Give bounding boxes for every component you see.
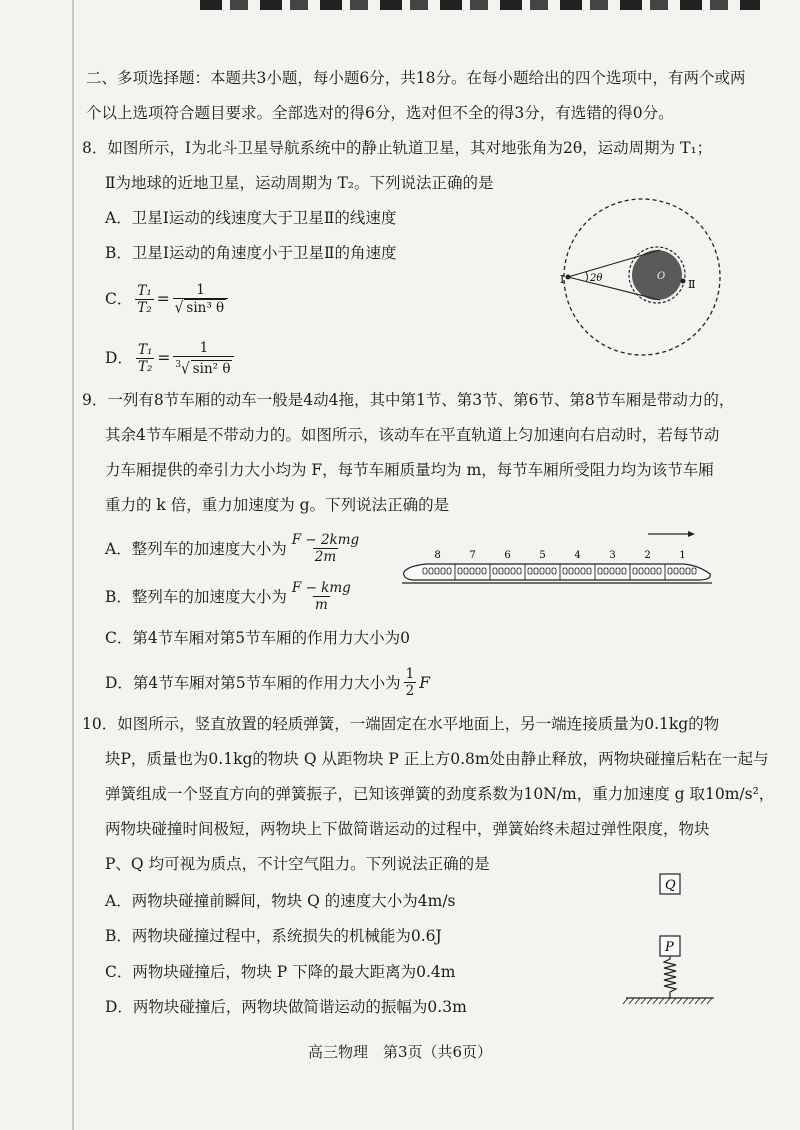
hatch-line xyxy=(671,998,676,1004)
hatch-line xyxy=(701,998,706,1004)
q9-d-num: 1 xyxy=(405,666,415,682)
direction-arrowhead xyxy=(688,531,695,537)
car-number-3: 3 xyxy=(609,550,616,561)
q10-stem-line5: P、Q 均可视为质点，不计空气阻力。下列说法正确的是 xyxy=(105,855,490,873)
label-center: O xyxy=(657,271,666,282)
q10-stem-line2: 块P，质量也为0.1kg的物块 Q 从距物块 P 正上方0.8m处由静止释放，两物块碰撞后粘在一起与 xyxy=(105,750,769,768)
q9-option-d-text: D．第4节车厢对第5节车厢的作用力大小为 xyxy=(105,673,401,692)
hatch-line xyxy=(695,998,700,1004)
satellite-i xyxy=(566,275,571,280)
q8-stem-line2: Ⅱ为地球的近地卫星，运动周期为 T₂。下列说法正确的是 xyxy=(105,174,494,192)
hatch-line xyxy=(641,998,646,1004)
q8-d-rhs: $\frac{1}{^3√ \sin^2 \theta}$ xyxy=(173,340,234,377)
q8-c-lhs xyxy=(135,283,153,316)
q10-option-c: C．两物块碰撞后，物块 P 下降的最大距离为0.4m xyxy=(105,963,456,981)
car-number-labels xyxy=(434,550,685,561)
section-heading-line1: 二、多项选择题：本题共3小题，每小题6分，共18分。在每小题给出的四个选项中，有两个或两 xyxy=(86,69,746,87)
q9-option-d xyxy=(105,666,430,699)
q8-option-c: C． $\frac{\text{T₁}}{\text{T₂}}$ = $\frac{1}{\text{√ sin³ θ}}$ xyxy=(105,282,231,316)
hatch-line xyxy=(623,998,628,1004)
q9-b-den: m xyxy=(314,597,328,613)
block-p-label: P xyxy=(665,940,674,955)
q10-option-d: D．两物块碰撞后，两物块做简谐运动的振幅为0.3m xyxy=(105,998,467,1016)
q8-c-lhs-den: T₂ xyxy=(137,299,152,316)
car-number-1: 1 xyxy=(679,550,686,561)
car-number-4: 4 xyxy=(574,550,581,561)
q8-option-b: B．卫星Ⅰ运动的角速度小于卫星Ⅱ的角速度 xyxy=(105,244,397,262)
hatch-line xyxy=(629,998,634,1004)
q8-stem-line1: 8．如图所示，Ⅰ为北斗卫星导航系统中的静止轨道卫星，其对地张角为2θ，运动周期为 T₁； xyxy=(82,139,713,157)
q8-d-lhs xyxy=(136,342,154,375)
q9-d-fraction xyxy=(404,666,417,699)
label-satellite-ii: Ⅱ xyxy=(688,278,696,291)
q9-a-fraction xyxy=(290,532,361,565)
hatch-line xyxy=(635,998,640,1004)
q9-stem-line3: 力车厢提供的牵引力大小均为 F，每节车厢质量均为 m，每节车厢所受阻力均为该节车厢 xyxy=(105,461,714,479)
q8-option-d: D． $\frac{\text{T₁}}{\text{T₂}}$ = $\frac{1}{^3√ \sin^2 \theta}$ xyxy=(105,340,237,377)
q10-stem-line4: 两物块碰撞时间极短，两物块上下做简谐运动的过程中，弹簧始终未超过弹性限度，物块 xyxy=(105,820,710,838)
q9-d-var: F xyxy=(419,673,431,692)
page-footer: 高三物理 第3页（共6页） xyxy=(307,1043,493,1061)
q10-stem-line1: 10．如图所示，竖直放置的轻质弹簧，一端固定在水平地面上，另一端连接质量为0.1kg的物 xyxy=(82,715,720,733)
scan-edge xyxy=(72,0,74,1130)
q9-option-a-text: A．整列车的加速度大小为 xyxy=(105,539,287,558)
hatch-line xyxy=(707,998,712,1004)
q9-stem-line1: 9．一列有8节车厢的动车一般是4动4拖，其中第1节、第3节、第6节、第8节车厢是带动力的， xyxy=(82,391,735,409)
q9-b-fraction xyxy=(290,580,353,613)
q8-orbit-figure xyxy=(560,195,730,365)
q8-option-d-label: D． xyxy=(105,349,133,368)
q9-a-den: 2m xyxy=(314,549,337,565)
q9-option-a xyxy=(105,532,364,565)
q8-c-rhs-radicand: sin³ θ xyxy=(186,300,225,316)
q8-c-rhs: $\frac{1}{\text{√ sin³ θ}}$ xyxy=(173,282,228,316)
q8-c-rhs-num: 1 xyxy=(196,282,205,298)
q10-option-b: B．两物块碰撞过程中，系统损失的机械能为0.6J xyxy=(105,927,442,945)
q8-option-a: A．卫星Ⅰ运动的线速度大于卫星Ⅱ的线速度 xyxy=(105,209,397,227)
hatch-line xyxy=(683,998,688,1004)
hatch-line xyxy=(647,998,652,1004)
q9-a-num: F − 2kmg xyxy=(291,532,360,548)
q9-train-figure xyxy=(398,528,718,598)
hatch-line xyxy=(689,998,694,1004)
q8-d-root-index: 3 xyxy=(175,360,182,370)
q8-d-lhs-num: T₁ xyxy=(137,341,153,358)
label-angle: 2θ xyxy=(590,273,603,284)
q9-d-den: 2 xyxy=(405,683,415,699)
q9-option-b-text: B．整列车的加速度大小为 xyxy=(105,587,287,606)
car-number-2: 2 xyxy=(644,550,651,561)
car-number-5: 5 xyxy=(539,550,546,561)
angle-arc xyxy=(586,272,588,282)
q10-option-a: A．两物块碰撞前瞬间，物块 Q 的速度大小为4m/s xyxy=(105,892,456,910)
car-number-7: 7 xyxy=(469,550,476,561)
q8-d-rhs-num: 1 xyxy=(199,340,209,356)
hatch-line xyxy=(665,998,670,1004)
q8-c-lhs-num: T₁ xyxy=(137,282,152,299)
q9-option-b xyxy=(105,580,356,613)
q8-option-c-label: C． xyxy=(105,290,133,308)
hatch-line xyxy=(677,998,682,1004)
q9-stem-line2: 其余4节车厢是不带动力的。如图所示，该动车在平直轨道上匀加速向右启动时，若每节动 xyxy=(105,426,720,444)
car-number-6: 6 xyxy=(504,550,511,561)
spring xyxy=(664,956,676,998)
ground-hatching xyxy=(623,998,712,1004)
q8-d-lhs-den: T₂ xyxy=(137,358,153,375)
car-number-8: 8 xyxy=(434,550,441,561)
satellite-ii xyxy=(681,279,686,284)
q10-spring-figure xyxy=(618,870,728,1010)
label-satellite-i: Ⅰ xyxy=(560,273,565,286)
train-body xyxy=(404,564,711,580)
q8-d-rhs-radicand: sin² θ xyxy=(192,360,231,377)
block-q-label: Q xyxy=(665,878,676,893)
hatch-line xyxy=(659,998,664,1004)
q9-stem-line4: 重力的 k 倍，重力加速度为 g。下列说法正确的是 xyxy=(105,496,450,514)
cropped-header xyxy=(200,0,760,10)
q9-b-num: F − kmg xyxy=(291,580,351,596)
q10-stem-line3: 弹簧组成一个竖直方向的弹簧振子，已知该弹簧的劲度系数为10N/m，重力加速度 g 取10m/s²， xyxy=(105,785,775,803)
q9-option-c: C．第4节车厢对第5节车厢的作用力大小为0 xyxy=(105,629,410,647)
hatch-line xyxy=(653,998,658,1004)
section-heading-line2: 个以上选项符合题目要求。全部选对的得6分，选对但不全的得3分，有选错的得0分。 xyxy=(86,104,674,122)
